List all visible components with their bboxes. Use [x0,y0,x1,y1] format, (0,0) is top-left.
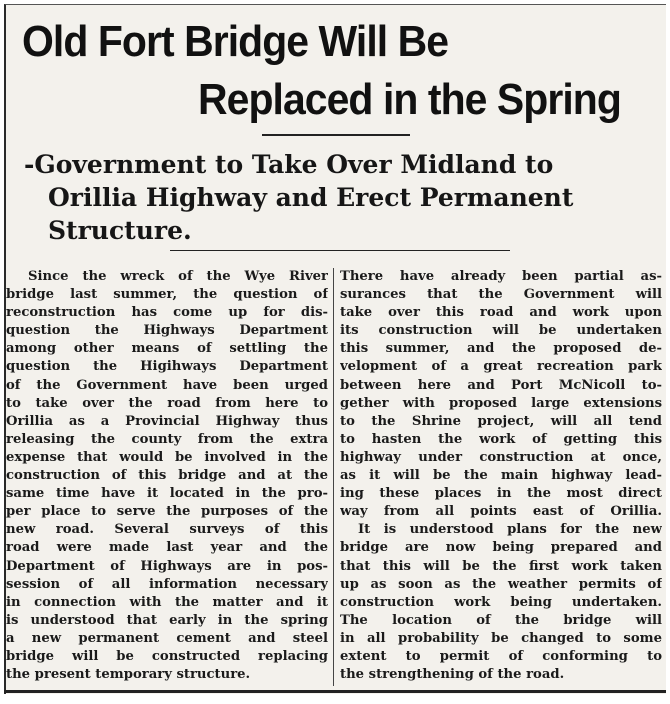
article-line: ing these places in the most direct [340,486,662,502]
article-line: in connection with the matter and it [6,594,328,610]
article-line: road were made last year and the [6,540,328,556]
article-line: Since the wreck of the Wye River [28,269,328,284]
bottom-border [4,690,666,693]
article-line: expense that would be involved in the [6,449,328,465]
column-divider [333,268,334,686]
article-line: to the Shrine project, will all tend [340,413,662,429]
article-line: It is understood plans for the new [358,522,662,538]
article-line: question the Highways Department [6,323,328,339]
article-line: the present temporary structure. [6,667,251,683]
article-line: to hasten the work of getting this [340,431,662,447]
article-line: of the Government have been urged [6,377,328,393]
article-line: among other means of settling the [6,341,328,357]
article-line: to take over the road from here to [6,395,328,411]
article-line: per place to serve the purposes of the [6,504,328,520]
article-line: bridge last summer, the question of [6,287,328,303]
article-line: a new permanent cement and steel [6,630,328,646]
article-line: gether with proposed large extensions [340,395,662,411]
article-line: surances that the Government will [340,287,662,303]
article-line: construction work being undertaken. [340,594,662,610]
article-line: velopment of a great recreation park [340,359,662,375]
article-line: highway under construction at once, [340,449,662,465]
article-line: The location of the bridge will [340,612,662,628]
article-line: releasing the county from the extra [6,431,328,447]
article-line: is understood that early in the spring [6,612,328,628]
article-line: the strengthening of the road. [340,667,565,683]
article-line: bridge will be constructed replacing [6,648,328,664]
article-column-right [340,268,662,684]
article-line: as it will be the main highway lead- [340,468,662,484]
article-line: reconstruction has come up for dis- [6,305,328,321]
headline-divider [262,134,410,136]
article-line: Orillia as a Provincial Highway thus [6,413,328,429]
article-line: question the Higihways Department [6,359,328,375]
article-line: Department of Highways are in pos- [6,558,328,574]
article-line: extent to permit of conforming to [340,648,662,664]
article-line: take over this road and work upon [340,305,662,321]
article-line: new road. Several surveys of this [6,522,328,538]
subheadline [24,148,664,247]
article-column-left [6,268,328,684]
article-line: this summer, and the proposed de- [340,341,662,357]
article-line: its construction will be undertaken [340,323,662,339]
subheadline-line-3: Structure. [48,216,192,245]
subheadline-line-2: Orillia Highway and Erect Permanent [48,183,574,212]
article-line: between here and Port McNicoll to- [340,377,662,393]
headline-line-2: Replaced in the Spring [198,75,621,124]
article-line: in all probability be changed to some [340,630,662,646]
article-line: up as soon as the weather permits of [340,576,662,592]
article-line: construction of this bridge and at the [6,468,328,484]
subheadline-divider [170,250,510,251]
article-line: bridge are now being prepared and [340,540,662,556]
article-line: same time have it located in the pro- [6,486,328,502]
headline-line-1: Old Fort Bridge Will Be [22,17,449,66]
article-line: There have already been partial as- [340,269,662,284]
subheadline-line-1: -Government to Take Over Midland to [24,150,554,179]
article-line: way from all points east of Orillia. [340,504,662,520]
article-line: session of all information necessary [6,576,328,592]
article-line: that this will be the first work taken [340,558,662,574]
